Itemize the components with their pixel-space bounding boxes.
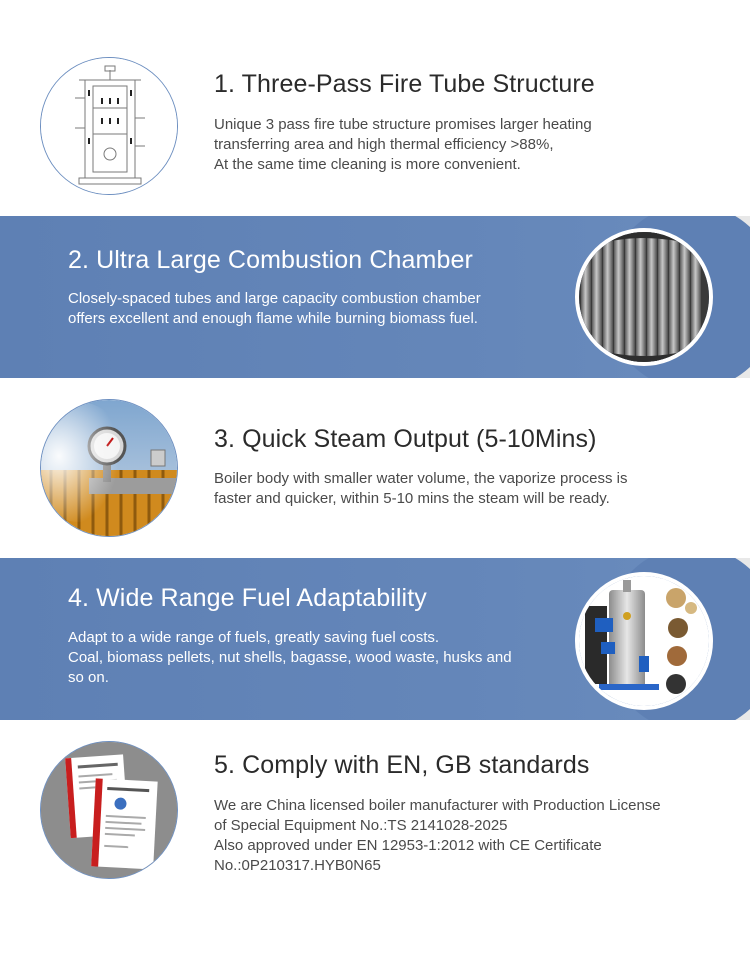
- desc-line: faster and quicker, within 5-10 mins the steam will be ready.: [214, 490, 610, 507]
- boiler-fuels-photo-icon: [575, 572, 713, 710]
- desc-line: Boiler body with smaller water volume, the vaporize process is: [214, 470, 628, 487]
- feature-description: [214, 115, 592, 175]
- feature-quick-steam: [0, 378, 750, 558]
- desc-line: offers excellent and enough flame while burning biomass fuel.: [68, 310, 478, 327]
- feature-title: 2. Ultra Large Combustion Chamber: [68, 246, 473, 274]
- desc-line: of Special Equipment No.:TS 2141028-2025: [214, 817, 508, 834]
- feature-title: 3. Quick Steam Output (5-10Mins): [214, 425, 597, 453]
- desc-line: Unique 3 pass fire tube structure promises larger heating: [214, 116, 592, 133]
- feature-description: [214, 469, 628, 509]
- feature-description: [214, 796, 661, 876]
- feature-description: [68, 289, 481, 329]
- feature-fuel-adaptability: [0, 558, 750, 720]
- desc-line: At the same time cleaning is more convenient.: [214, 156, 521, 173]
- desc-line: Also approved under EN 12953-1:2012 with CE Certificate: [214, 837, 602, 854]
- feature-standards: [0, 720, 750, 957]
- feature-title: 4. Wide Range Fuel Adaptability: [68, 584, 427, 612]
- fire-tubes-photo-icon: [575, 228, 713, 366]
- desc-line: We are China licensed boiler manufacturer with Production License: [214, 797, 661, 814]
- desc-line: No.:0P210317.HYB0N65: [214, 857, 381, 874]
- desc-line: Adapt to a wide range of fuels, greatly saving fuel costs.: [68, 629, 440, 646]
- desc-line: Coal, biomass pellets, nut shells, bagasse, wood waste, husks and: [68, 649, 512, 666]
- boiler-drawing-icon: [40, 57, 178, 195]
- feature-three-pass: [0, 40, 750, 216]
- desc-line: Closely-spaced tubes and large capacity combustion chamber: [68, 290, 481, 307]
- certificates-photo-icon: [40, 741, 178, 879]
- desc-line: so on.: [68, 669, 109, 686]
- feature-combustion-chamber: [0, 216, 750, 378]
- feature-title: 1. Three-Pass Fire Tube Structure: [214, 70, 595, 98]
- desc-line: transferring area and high thermal efficiency >88%,: [214, 136, 554, 153]
- pressure-gauge-photo-icon: [40, 399, 178, 537]
- feature-title: 5. Comply with EN, GB standards: [214, 751, 590, 779]
- feature-description: [68, 628, 512, 688]
